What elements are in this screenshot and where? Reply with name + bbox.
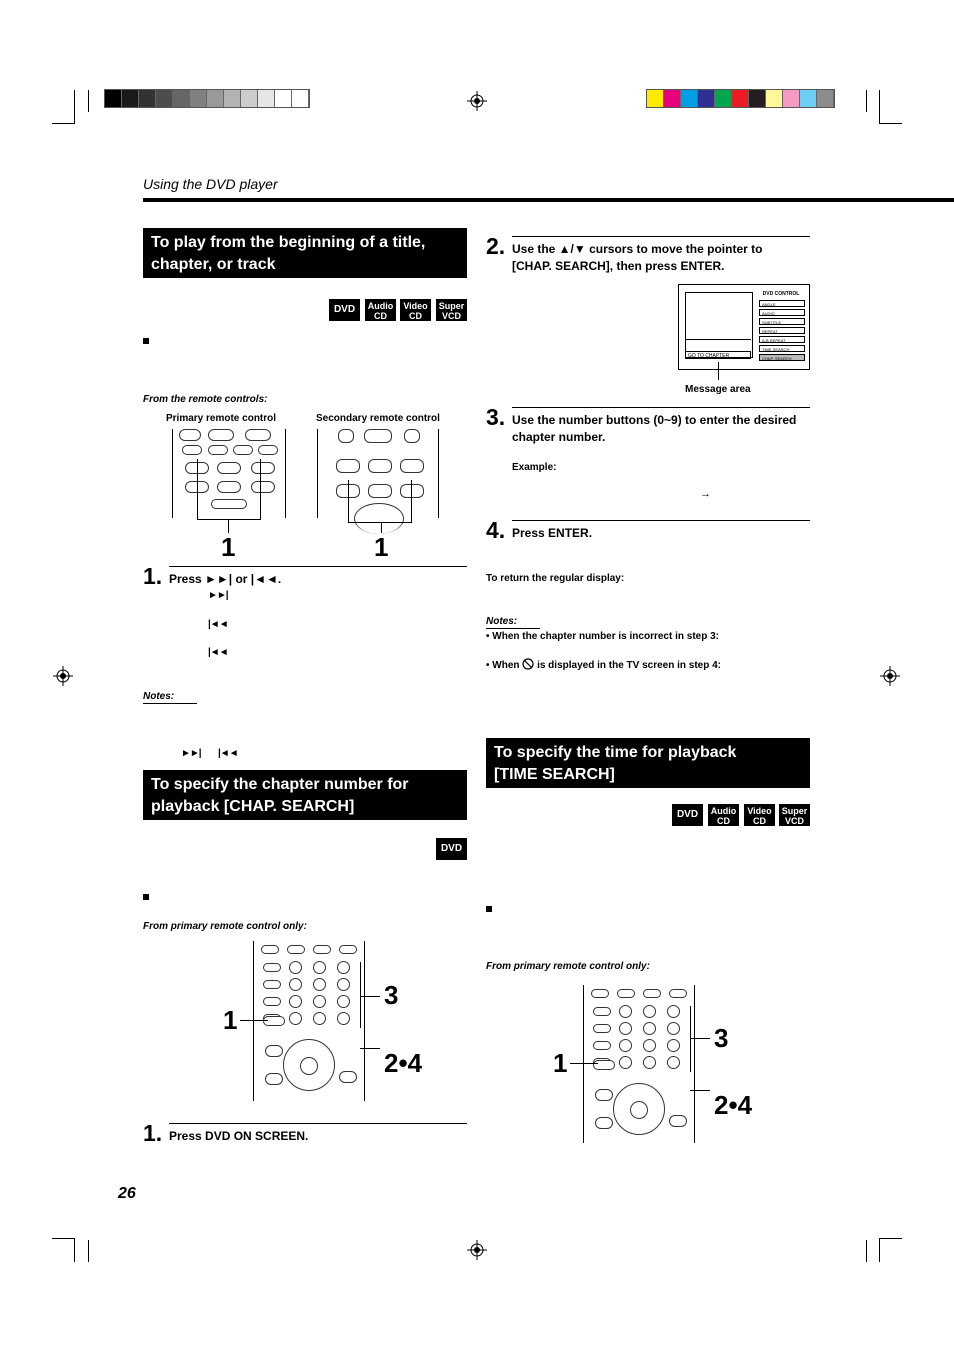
number-button bbox=[667, 1005, 680, 1018]
step-line: Use the ▲/▼ cursors to move the pointer to bbox=[512, 242, 763, 256]
callout-line bbox=[718, 362, 719, 380]
callout-line bbox=[690, 1006, 691, 1072]
number-button bbox=[643, 1005, 656, 1018]
notes-rule bbox=[486, 628, 540, 629]
super-vcd-badge bbox=[779, 804, 810, 826]
step-number: 2. bbox=[486, 233, 506, 259]
step-rule bbox=[169, 1123, 467, 1124]
menu-item: REPEAT bbox=[759, 327, 805, 334]
remote-button bbox=[287, 945, 305, 954]
step-line: [CHAP. SEARCH], then press ENTER. bbox=[512, 259, 725, 273]
remote-button bbox=[179, 429, 201, 441]
remote-button bbox=[313, 945, 331, 954]
badge-line: CD bbox=[374, 311, 387, 321]
dvd-on-screen-button bbox=[593, 1060, 615, 1070]
secondary-remote-label: Secondary remote control bbox=[316, 413, 440, 424]
callout-line bbox=[690, 1038, 710, 1039]
number-button bbox=[313, 1012, 326, 1025]
heading-line: chapter, or track bbox=[151, 256, 276, 273]
number-button bbox=[313, 961, 326, 974]
number-button bbox=[619, 1022, 632, 1035]
remote-button bbox=[593, 1041, 611, 1050]
notes-heading: Notes: bbox=[143, 691, 175, 702]
video-cd-badge bbox=[744, 804, 775, 826]
step-rule bbox=[512, 407, 810, 408]
callout-line bbox=[360, 1048, 380, 1049]
step-instruction bbox=[512, 241, 762, 275]
menu-item: AUDIO bbox=[759, 309, 805, 316]
crop-mark bbox=[52, 123, 74, 124]
bullet-square-icon bbox=[143, 894, 149, 900]
menu-item: A-B REPEAT bbox=[759, 336, 805, 343]
remote-button bbox=[208, 429, 234, 441]
callout-step-number: 3 bbox=[714, 1023, 729, 1053]
remote-button bbox=[245, 429, 271, 441]
remote-button bbox=[404, 429, 420, 443]
remote-button bbox=[643, 989, 661, 998]
remote-button bbox=[617, 989, 635, 998]
registration-target-icon bbox=[467, 1240, 487, 1260]
callout-box bbox=[197, 459, 261, 520]
menu-title: DVD CONTROL bbox=[762, 291, 800, 297]
step-instruction: Press DVD ON SCREEN. bbox=[169, 1129, 309, 1143]
badge-line: VCD bbox=[441, 311, 461, 321]
from-remote-label: From primary remote control only: bbox=[486, 961, 650, 972]
registration-target-icon bbox=[53, 666, 73, 686]
remote-button bbox=[591, 989, 609, 998]
remote-button bbox=[593, 1024, 611, 1033]
callout-line bbox=[228, 519, 229, 533]
remote-button bbox=[338, 429, 354, 443]
remote-button bbox=[263, 963, 281, 972]
remote-button bbox=[339, 1071, 357, 1083]
badge-line: Audio bbox=[367, 301, 394, 311]
remote-button bbox=[182, 445, 202, 455]
number-button bbox=[643, 1039, 656, 1052]
message-area-label: Message area bbox=[685, 384, 751, 395]
callout-step-number: 1 bbox=[221, 532, 236, 562]
bullet-square-icon bbox=[143, 338, 149, 344]
dvd-badge: DVD bbox=[436, 838, 467, 860]
registration-target-icon bbox=[880, 666, 900, 686]
step-number: 4. bbox=[486, 517, 506, 543]
number-button bbox=[337, 961, 350, 974]
crop-mark bbox=[866, 1240, 867, 1262]
number-button bbox=[337, 1012, 350, 1025]
primary-remote-label: Primary remote control bbox=[166, 413, 277, 424]
number-button bbox=[667, 1022, 680, 1035]
number-button bbox=[667, 1039, 680, 1052]
badge-line: Audio bbox=[710, 806, 737, 816]
prev-chapter-icon: |◄◄ bbox=[208, 619, 228, 630]
number-button bbox=[289, 961, 302, 974]
number-button bbox=[289, 1012, 302, 1025]
crop-mark bbox=[880, 123, 902, 124]
remote-button bbox=[265, 1073, 283, 1085]
next-chapter-icon: ►►| bbox=[181, 748, 201, 759]
callout-step-number: 2•4 bbox=[714, 1090, 753, 1120]
menu-item: ANGLE bbox=[759, 300, 805, 307]
bullet-square-icon bbox=[486, 906, 492, 912]
section-heading-play-from-beginning bbox=[143, 228, 467, 278]
menu-item: TIME SEARCH bbox=[759, 345, 805, 352]
forward-button bbox=[400, 459, 424, 473]
from-remote-label: From primary remote control only: bbox=[143, 921, 307, 932]
section-running-header: Using the DVD player bbox=[143, 176, 278, 192]
heading-line: To specify the chapter number for bbox=[151, 776, 409, 793]
step-line: chapter number. bbox=[512, 430, 606, 444]
cursor-up-button bbox=[364, 429, 392, 443]
callout-step-number: 2•4 bbox=[384, 1048, 423, 1078]
enter-button bbox=[300, 1057, 318, 1075]
badge-line: Super bbox=[438, 301, 465, 311]
heading-line: [TIME SEARCH] bbox=[494, 766, 615, 783]
crop-mark bbox=[74, 90, 75, 124]
notes-rule bbox=[143, 703, 197, 704]
dvd-control-menu bbox=[759, 300, 805, 363]
menu-item: CHAP. SEARCH bbox=[759, 354, 805, 361]
from-remote-label: From the remote controls: bbox=[143, 394, 268, 405]
badge-line: VCD bbox=[784, 816, 804, 826]
callout-step-number: 3 bbox=[384, 980, 399, 1010]
remote-button bbox=[258, 445, 278, 455]
crop-mark bbox=[88, 1240, 89, 1262]
next-chapter-icon: ►►| bbox=[208, 590, 228, 601]
number-button bbox=[337, 978, 350, 991]
message-bar: GO TO CHAPTER bbox=[685, 351, 751, 359]
remote-keypad bbox=[583, 985, 693, 1143]
badge-line: CD bbox=[409, 311, 422, 321]
enter-button bbox=[630, 1101, 648, 1119]
note-text: When bbox=[492, 660, 520, 671]
notes-heading: Notes: bbox=[486, 616, 518, 627]
callout-step-number: 1 bbox=[553, 1048, 568, 1078]
prev-chapter-icon: |◄◄ bbox=[208, 647, 228, 658]
remote-button bbox=[669, 1115, 687, 1127]
menu-button bbox=[265, 1045, 283, 1057]
remote-button bbox=[261, 945, 279, 954]
super-vcd-badge bbox=[436, 299, 467, 321]
number-button bbox=[619, 1005, 632, 1018]
step-number: 1. bbox=[143, 1120, 163, 1146]
badge-line: Video bbox=[403, 301, 428, 311]
prev-chapter-icon: |◄◄ bbox=[218, 748, 238, 759]
number-button bbox=[643, 1056, 656, 1069]
badge-line: Super bbox=[781, 806, 808, 816]
step-rule bbox=[512, 520, 810, 521]
info-bar bbox=[685, 339, 751, 347]
page-number: 26 bbox=[118, 1185, 136, 1202]
heading-line: To specify the time for playback bbox=[494, 744, 737, 761]
crop-mark bbox=[880, 1238, 902, 1239]
dvd-on-screen-button bbox=[263, 1016, 285, 1026]
number-button bbox=[643, 1022, 656, 1035]
return-display-label: To return the regular display: bbox=[486, 573, 625, 584]
step-rule bbox=[169, 566, 467, 567]
section-heading-chap-search bbox=[143, 770, 467, 820]
callout-line bbox=[690, 1090, 710, 1091]
dvd-badge: DVD bbox=[329, 299, 360, 321]
remote-button bbox=[208, 445, 228, 455]
number-button bbox=[313, 995, 326, 1008]
crop-mark bbox=[879, 1238, 880, 1262]
video-area bbox=[685, 292, 753, 358]
remote-button bbox=[595, 1117, 613, 1129]
step-number: 1. bbox=[143, 563, 163, 589]
remote-button bbox=[669, 989, 687, 998]
badge-line: Video bbox=[747, 806, 772, 816]
color-calibration-bar bbox=[646, 89, 835, 108]
crop-mark bbox=[88, 90, 89, 112]
badge-line: CD bbox=[717, 816, 730, 826]
remote-button bbox=[263, 997, 281, 1006]
crop-mark bbox=[879, 90, 880, 124]
remote-keypad bbox=[253, 941, 363, 1101]
callout-line bbox=[240, 1020, 268, 1021]
step-line: Use the number buttons (0~9) to enter the desired bbox=[512, 413, 797, 427]
step-number: 3. bbox=[486, 404, 506, 430]
callout-step-number: 1 bbox=[374, 532, 389, 562]
section-heading-time-search bbox=[486, 738, 810, 788]
header-rule bbox=[143, 198, 954, 202]
play-button bbox=[368, 459, 392, 473]
registration-target-icon bbox=[467, 91, 487, 111]
number-button bbox=[289, 995, 302, 1008]
callout-step-number: 1 bbox=[223, 1005, 238, 1035]
callout-line bbox=[570, 1063, 598, 1064]
crop-mark bbox=[74, 1238, 75, 1262]
number-button bbox=[619, 1056, 632, 1069]
tv-screen-illustration bbox=[678, 284, 810, 370]
menu-button bbox=[595, 1089, 613, 1101]
note-item: • When the chapter number is incorrect in step 3: bbox=[486, 631, 719, 642]
menu-item: SUBTITLE bbox=[759, 318, 805, 325]
dvd-badge: DVD bbox=[672, 804, 703, 826]
step-instruction bbox=[512, 412, 796, 446]
heading-line: To play from the beginning of a title, bbox=[151, 234, 426, 251]
number-button bbox=[667, 1056, 680, 1069]
number-button bbox=[337, 995, 350, 1008]
note-text: is displayed in the TV screen in step 4: bbox=[537, 660, 722, 671]
number-button bbox=[619, 1039, 632, 1052]
grayscale-calibration-bar bbox=[104, 89, 310, 108]
crop-mark bbox=[866, 90, 867, 112]
arrow-right-icon: → bbox=[700, 488, 711, 500]
note-item: • When is displayed in the TV screen in step 4: bbox=[486, 660, 722, 671]
callout-line bbox=[360, 996, 380, 997]
step-rule bbox=[512, 236, 810, 237]
example-label: Example: bbox=[512, 462, 557, 473]
note-text: When the chapter number is incorrect in step 3: bbox=[492, 631, 719, 642]
callout-line bbox=[360, 962, 361, 1028]
video-cd-badge bbox=[400, 299, 431, 321]
prohibited-icon bbox=[522, 658, 534, 670]
step-instruction: Press ►►| or |◄◄. bbox=[169, 572, 282, 586]
callout-box bbox=[348, 480, 412, 523]
rewind-button bbox=[336, 459, 360, 473]
heading-line: playback [CHAP. SEARCH] bbox=[151, 798, 355, 815]
crop-mark bbox=[52, 1238, 74, 1239]
remote-button bbox=[593, 1007, 611, 1016]
audio-cd-badge bbox=[708, 804, 739, 826]
remote-button bbox=[263, 980, 281, 989]
remote-button bbox=[233, 445, 253, 455]
audio-cd-badge bbox=[365, 299, 396, 321]
remote-button bbox=[339, 945, 357, 954]
number-button bbox=[289, 978, 302, 991]
step-instruction: Press ENTER. bbox=[512, 526, 593, 540]
badge-line: CD bbox=[753, 816, 766, 826]
number-button bbox=[313, 978, 326, 991]
